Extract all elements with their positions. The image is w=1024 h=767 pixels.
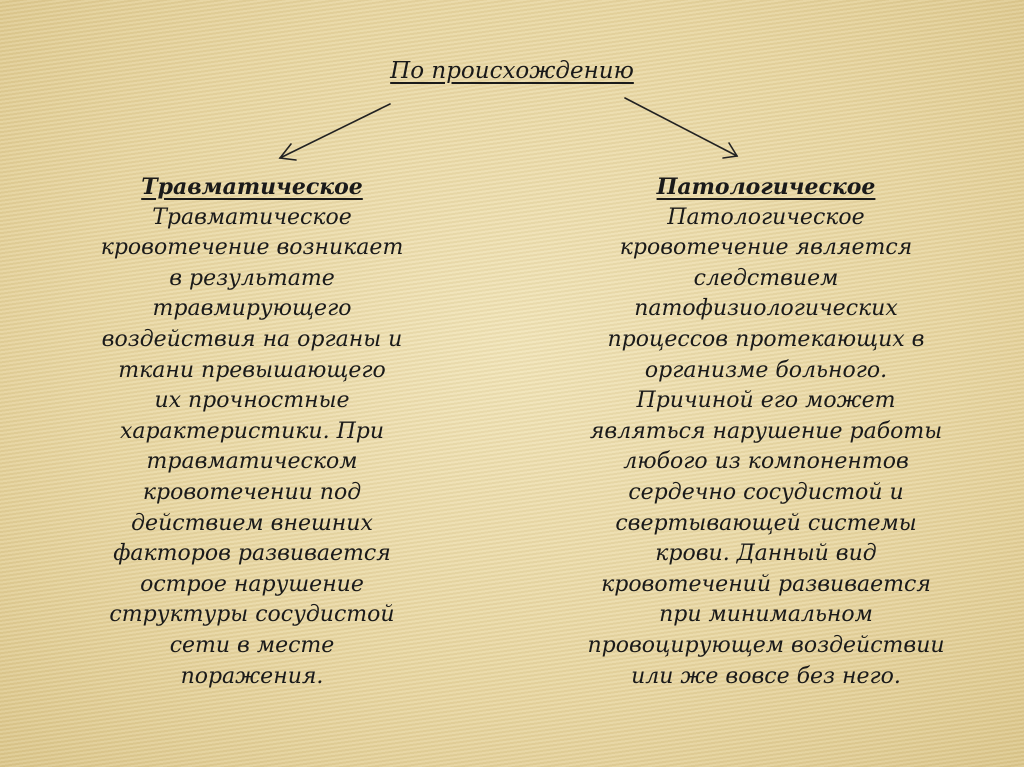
right-arrow-head <box>723 143 737 158</box>
heading-pathological: Патологическое <box>656 174 876 200</box>
right-arrow-line <box>625 98 737 156</box>
slide-title-text: По происхождению <box>390 58 634 84</box>
text-pathological: Патологическое кровотечение является следствием патофизиологических процессов протекающих в организме больного. Причиной его может являться нарушение работы любого из компонентов сердечно сосудистой и свертывающей системы крови. Данный вид кровотечений развивается при минимальном провоцирующем воздействии или же вовсе без него. <box>587 204 945 689</box>
left-arrow-line <box>280 104 390 158</box>
left-arrow-head <box>280 144 296 160</box>
text-traumatic: Травматическое кровотечение возникает в результате травмирующего воздействия на органы и ткани превышающего их прочностные характеристики. При травматическом кровотечении под действием внешних факторов развивается острое нарушение структуры сосудистой сети в месте поражения. <box>100 204 404 689</box>
column-pathological <box>556 172 976 692</box>
heading-traumatic: Травматическое <box>141 174 363 200</box>
column-traumatic <box>62 172 442 692</box>
slide-title <box>0 58 1024 84</box>
